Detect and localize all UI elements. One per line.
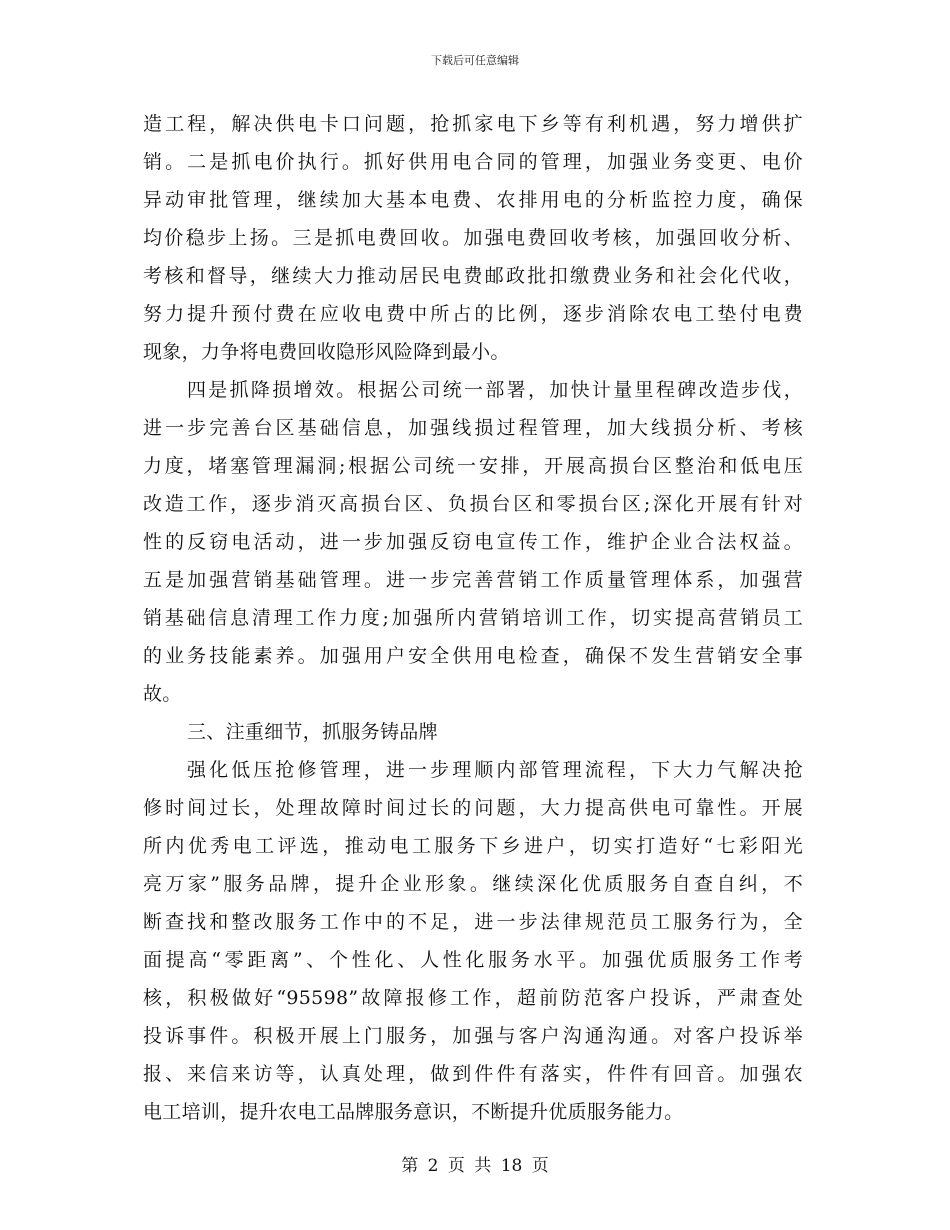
body-line: 修时间过长，处理故障时间过长的问题，大力提高供电可靠性。开展 (143, 797, 803, 819)
body-line: 面提高“零距离”、个性化、人性化服务水平。加强优质服务工作考 (143, 949, 803, 971)
body-line: 异动审批管理，继续加大基本电费、农排用电的分析监控力度，确保 (143, 189, 803, 211)
body-line: 均价稳步上扬。三是抓电费回收。加强电费回收考核，加强回收分析、 (143, 227, 803, 249)
document-body (143, 105, 803, 1131)
body-line: 投诉事件。积极开展上门服务，加强与客户沟通沟通。对客户投诉举 (143, 1025, 803, 1047)
body-line: 断查找和整改服务工作中的不足，进一步法律规范员工服务行为，全 (143, 911, 803, 933)
body-line: 亮万家”服务品牌，提升企业形象。继续深化优质服务自查自纠，不 (143, 873, 803, 895)
paragraph-first-line: 强化低压抢修管理，进一步理顺内部管理流程，下大力气解决抢 (187, 759, 803, 781)
page-header: 下载后可任意编辑 (431, 54, 519, 67)
body-line: 力度，堵塞管理漏洞;根据公司统一安排，开展高损台区整治和低电压 (143, 455, 803, 477)
body-line: 现象，力争将电费回收隐形风险降到最小。 (143, 341, 510, 363)
body-line: 报、来信来访等，认真处理，做到件件有落实，件件有回音。加强农 (143, 1063, 803, 1085)
body-line: 五是加强营销基础管理。进一步完善营销工作质量管理体系，加强营 (143, 569, 803, 591)
body-line: 核，积极做好“95598”故障报修工作，超前防范客户投诉，严肃查处 (143, 987, 803, 1009)
body-line: 造工程，解决供电卡口问题，抢抓家电下乡等有利机遇，努力增供扩 (143, 113, 803, 135)
body-line: 进一步完善台区基础信息，加强线损过程管理，加大线损分析、考核 (143, 417, 803, 439)
body-line: 故。 (143, 683, 182, 705)
body-line: 努力提升预付费在应收电费中所占的比例，逐步消除农电工垫付电费 (143, 303, 803, 325)
paragraph-first-line: 四是抓降损增效。根据公司统一部署，加快计量里程碑改造步伐， (187, 379, 803, 401)
body-line: 考核和督导，继续大力推动居民电费邮政批扣缴费业务和社会化代收， (143, 265, 803, 287)
body-line: 所内优秀电工评选，推动电工服务下乡进户，切实打造好“七彩阳光 (143, 835, 803, 857)
body-line: 的业务技能素养。加强用户安全供用电检查，确保不发生营销安全事 (143, 645, 803, 667)
body-line: 改造工作，逐步消灭高损台区、负损台区和零损台区;深化开展有针对 (143, 493, 803, 515)
section-heading: 三、注重细节，抓服务铸品牌 (187, 721, 438, 743)
body-line: 销基础信息清理工作力度;加强所内营销培训工作，切实提高营销员工 (143, 607, 803, 629)
body-line: 性的反窃电活动，进一步加强反窃电宣传工作，维护企业合法权益。 (143, 531, 803, 553)
body-line: 销。二是抓电价执行。抓好供用电合同的管理，加强业务变更、电价 (143, 151, 803, 173)
page-number-footer: 第 2 页 共 18 页 (401, 1156, 549, 1176)
body-line: 电工培训，提升农电工品牌服务意识，不断提升优质服务能力。 (143, 1101, 684, 1123)
